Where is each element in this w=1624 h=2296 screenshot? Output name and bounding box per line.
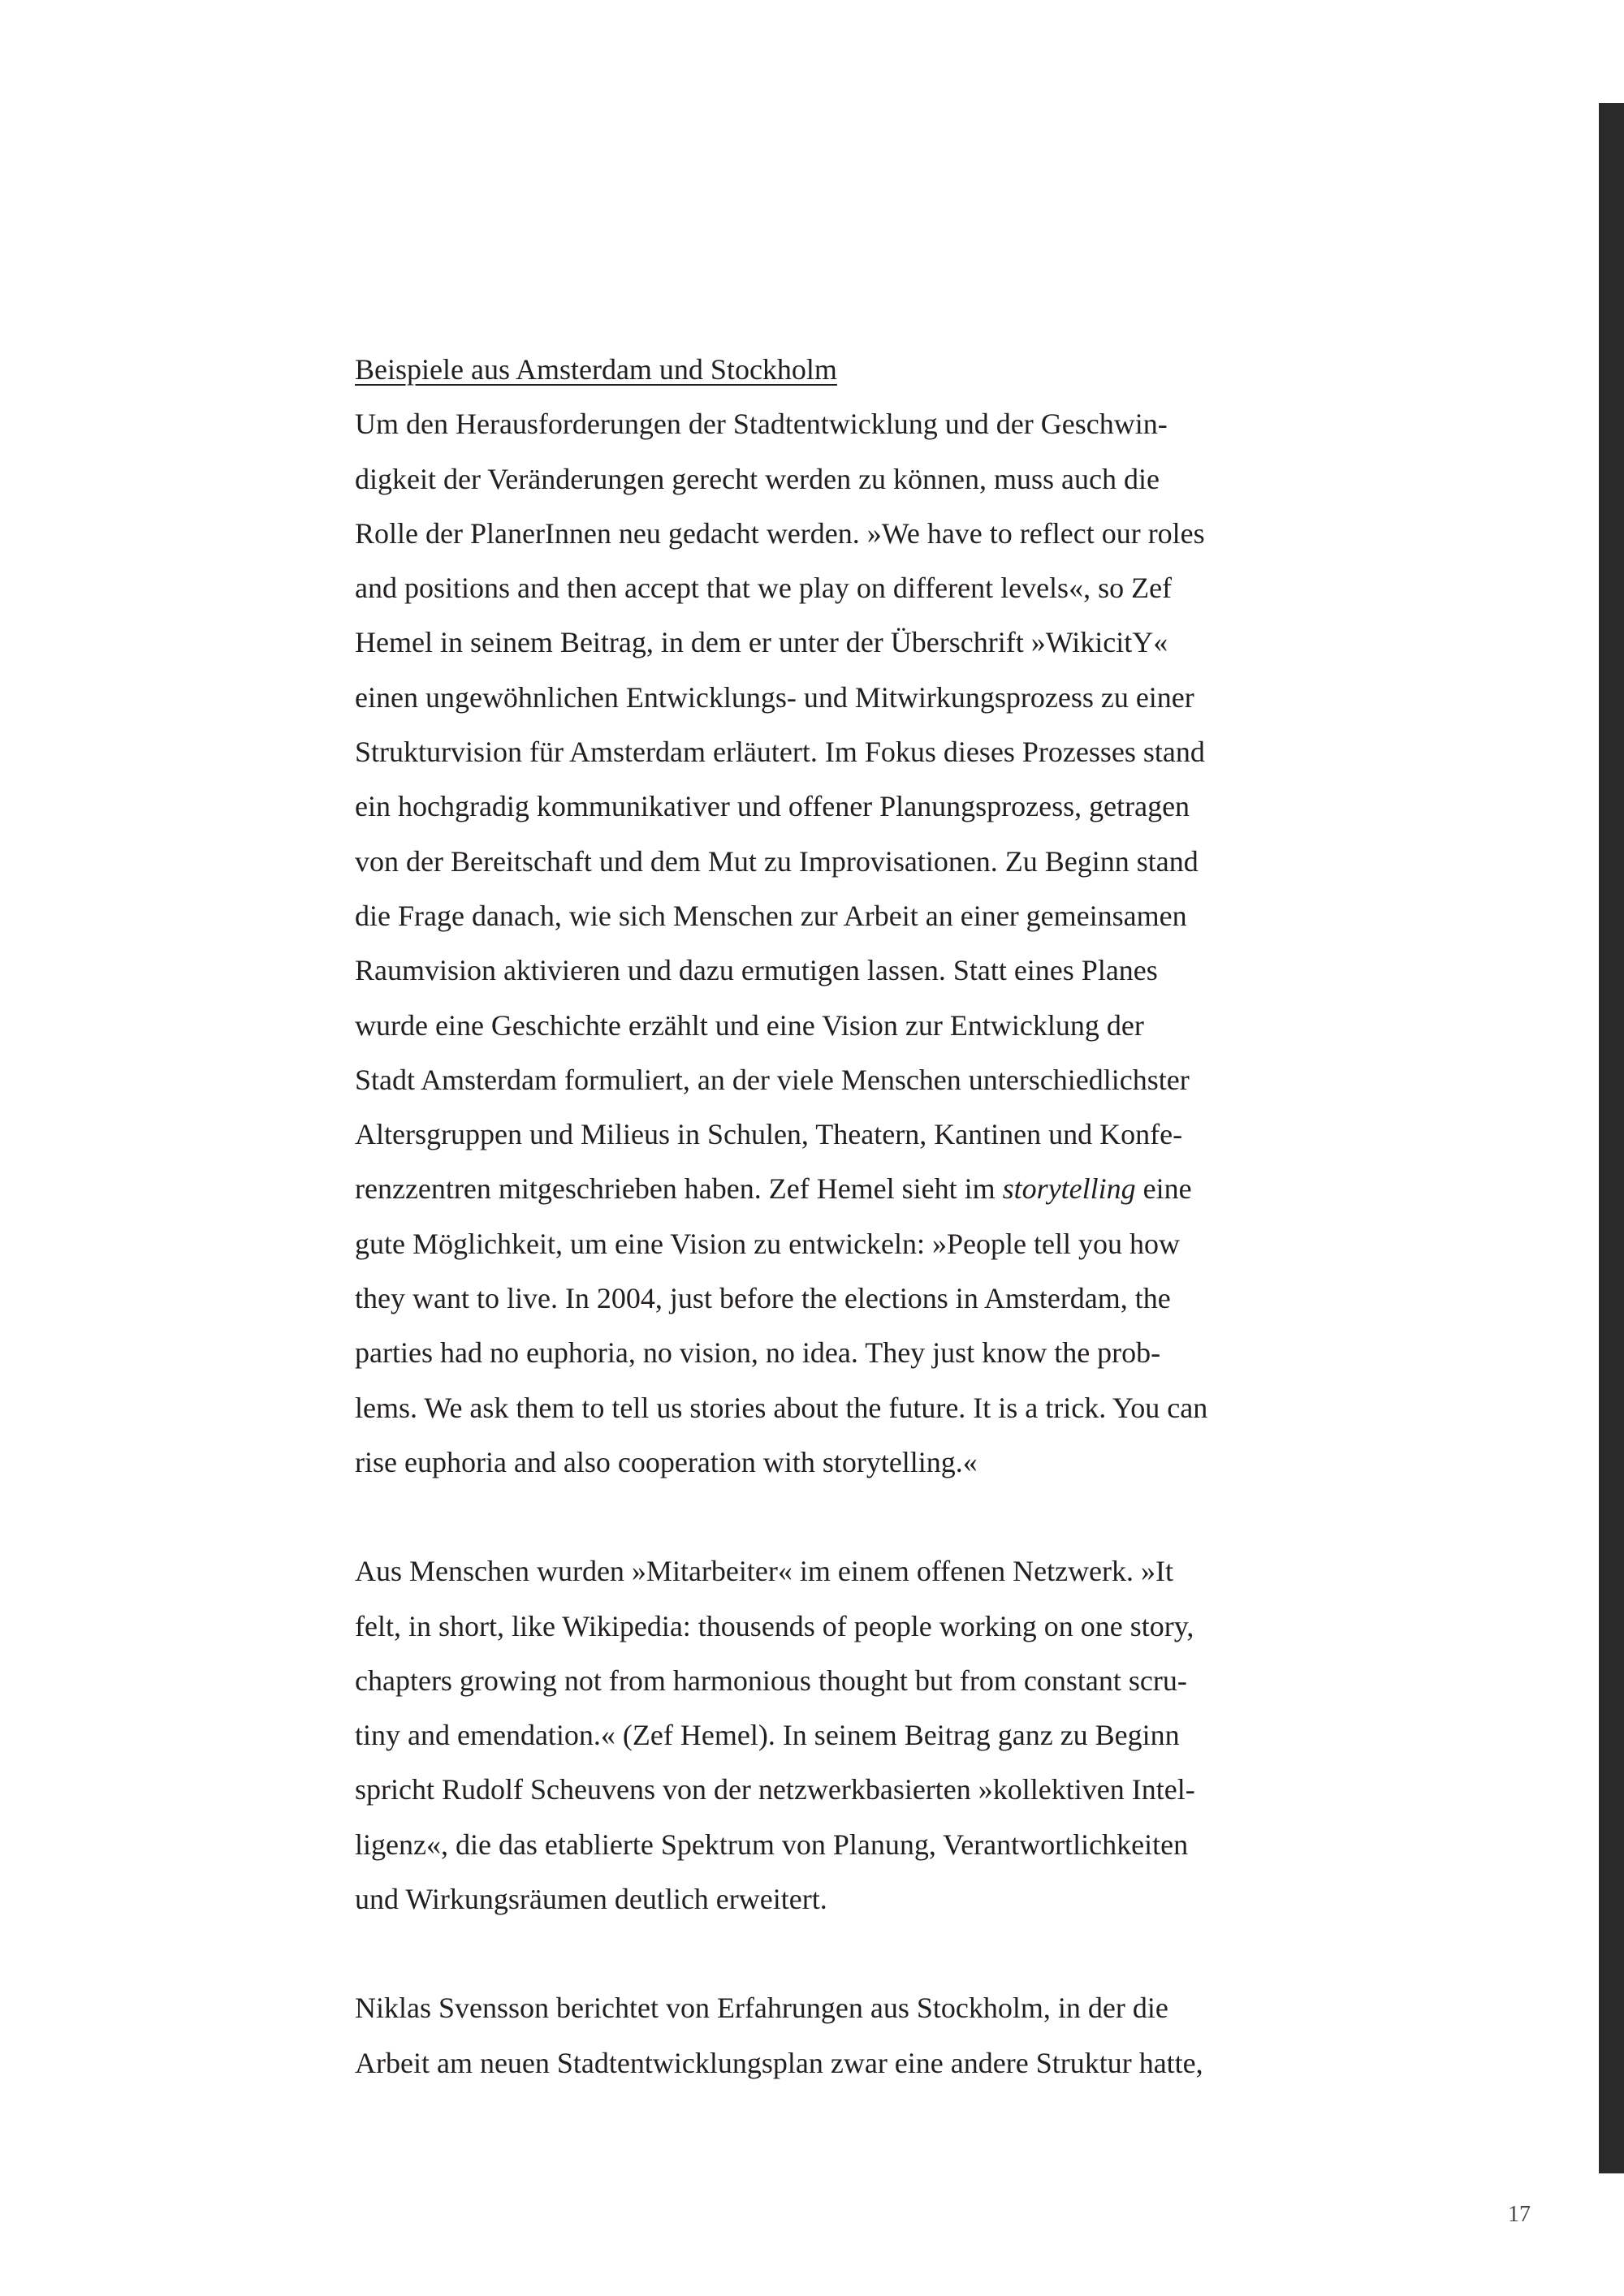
text-line: die Frage danach, wie sich Menschen zur Arbeit an einer gemeinsamen	[355, 899, 1187, 932]
paragraph-2	[355, 1544, 1329, 1927]
text-line: Arbeit am neuen Stadtentwicklungsplan zwar eine andere Struktur hatte,	[355, 2046, 1203, 2079]
paragraph-spacer	[355, 1490, 1329, 1544]
text-line: Altersgruppen und Milieus in Schulen, Theatern, Kantinen und Konfe-	[355, 1118, 1183, 1151]
text-line: spricht Rudolf Scheuvens von der netzwerkbasierten »kollektiven Intel-	[355, 1773, 1195, 1806]
text-line: felt, in short, like Wikipedia: thousends of people working on one story,	[355, 1609, 1194, 1642]
text-line: Um den Herausforderungen der Stadtentwicklung und der Geschwin-	[355, 408, 1168, 441]
section-heading: Beispiele aus Amsterdam und Stockholm	[355, 353, 837, 386]
text-line: einen ungewöhnlichen Entwicklungs- und Mitwirkungsprozess zu einer	[355, 680, 1194, 714]
text-line: gute Möglichkeit, um eine Vision zu entwickeln: »People tell you how	[355, 1227, 1180, 1260]
text-line: Aus Menschen wurden »Mitarbeiter« im einem offenen Netzwerk. »It	[355, 1555, 1174, 1588]
text-line: digkeit der Veränderungen gerecht werden zu können, muss auch die	[355, 462, 1160, 495]
text-line: parties had no euphoria, no vision, no idea. They just know the prob-	[355, 1336, 1161, 1370]
text-line: ein hochgradig kommunikativer und offener Planungsprozess, getragen	[355, 790, 1190, 823]
text-line: und Wirkungsräumen deutlich erweitert.	[355, 1883, 827, 1916]
text-line-storytelling	[355, 1162, 1329, 1216]
text-line: Hemel in seinem Beitrag, in dem er unter der Überschrift »WikicitY«	[355, 626, 1168, 659]
paragraph-3	[355, 1981, 1329, 2091]
text-line: Rolle der PlanerInnen neu gedacht werden. »We have to reflect our roles	[355, 516, 1205, 550]
text-line: von der Bereitschaft und dem Mut zu Improvisationen. Zu Beginn stand	[355, 844, 1199, 878]
body-text	[355, 343, 1329, 2091]
italic-term: storytelling	[1002, 1172, 1136, 1206]
text-segment: renzzentren mitgeschrieben haben. Zef Hemel sieht im	[355, 1172, 1003, 1206]
page-number: 17	[1508, 2202, 1531, 2227]
text-line: tiny and emendation.« (Zef Hemel). In seinem Beitrag ganz zu Beginn	[355, 1719, 1180, 1752]
paragraph-spacer	[355, 1927, 1329, 1981]
text-line: Strukturvision für Amsterdam erläutert. Im Fokus dieses Prozesses stand	[355, 736, 1205, 769]
text-line: Niklas Svensson berichtet von Erfahrungen aus Stockholm, in der die	[355, 1992, 1168, 2025]
page-edge-bar	[1599, 103, 1624, 2173]
text-line: ligenz«, die das etablierte Spektrum von Planung, Verantwortlichkeiten	[355, 1828, 1189, 1861]
text-line: Raumvision aktivieren und dazu ermutigen lassen. Statt eines Planes	[355, 954, 1158, 987]
paragraph-1	[355, 397, 1329, 1490]
text-line: chapters growing not from harmonious thought but from constant scru-	[355, 1664, 1187, 1697]
text-segment: eine	[1135, 1172, 1192, 1206]
text-line: they want to live. In 2004, just before the elections in Amsterdam, the	[355, 1282, 1171, 1315]
text-line: lems. We ask them to tell us stories about the future. It is a trick. You can	[355, 1391, 1208, 1424]
text-line: and positions and then accept that we play on different levels«, so Zef	[355, 572, 1173, 605]
text-line: Stadt Amsterdam formuliert, an der viele Menschen unterschiedlichster	[355, 1063, 1190, 1096]
text-line: wurde eine Geschichte erzählt und eine Vision zur Entwicklung der	[355, 1008, 1144, 1042]
text-line: rise euphoria and also cooperation with storytelling.«	[355, 1445, 978, 1478]
